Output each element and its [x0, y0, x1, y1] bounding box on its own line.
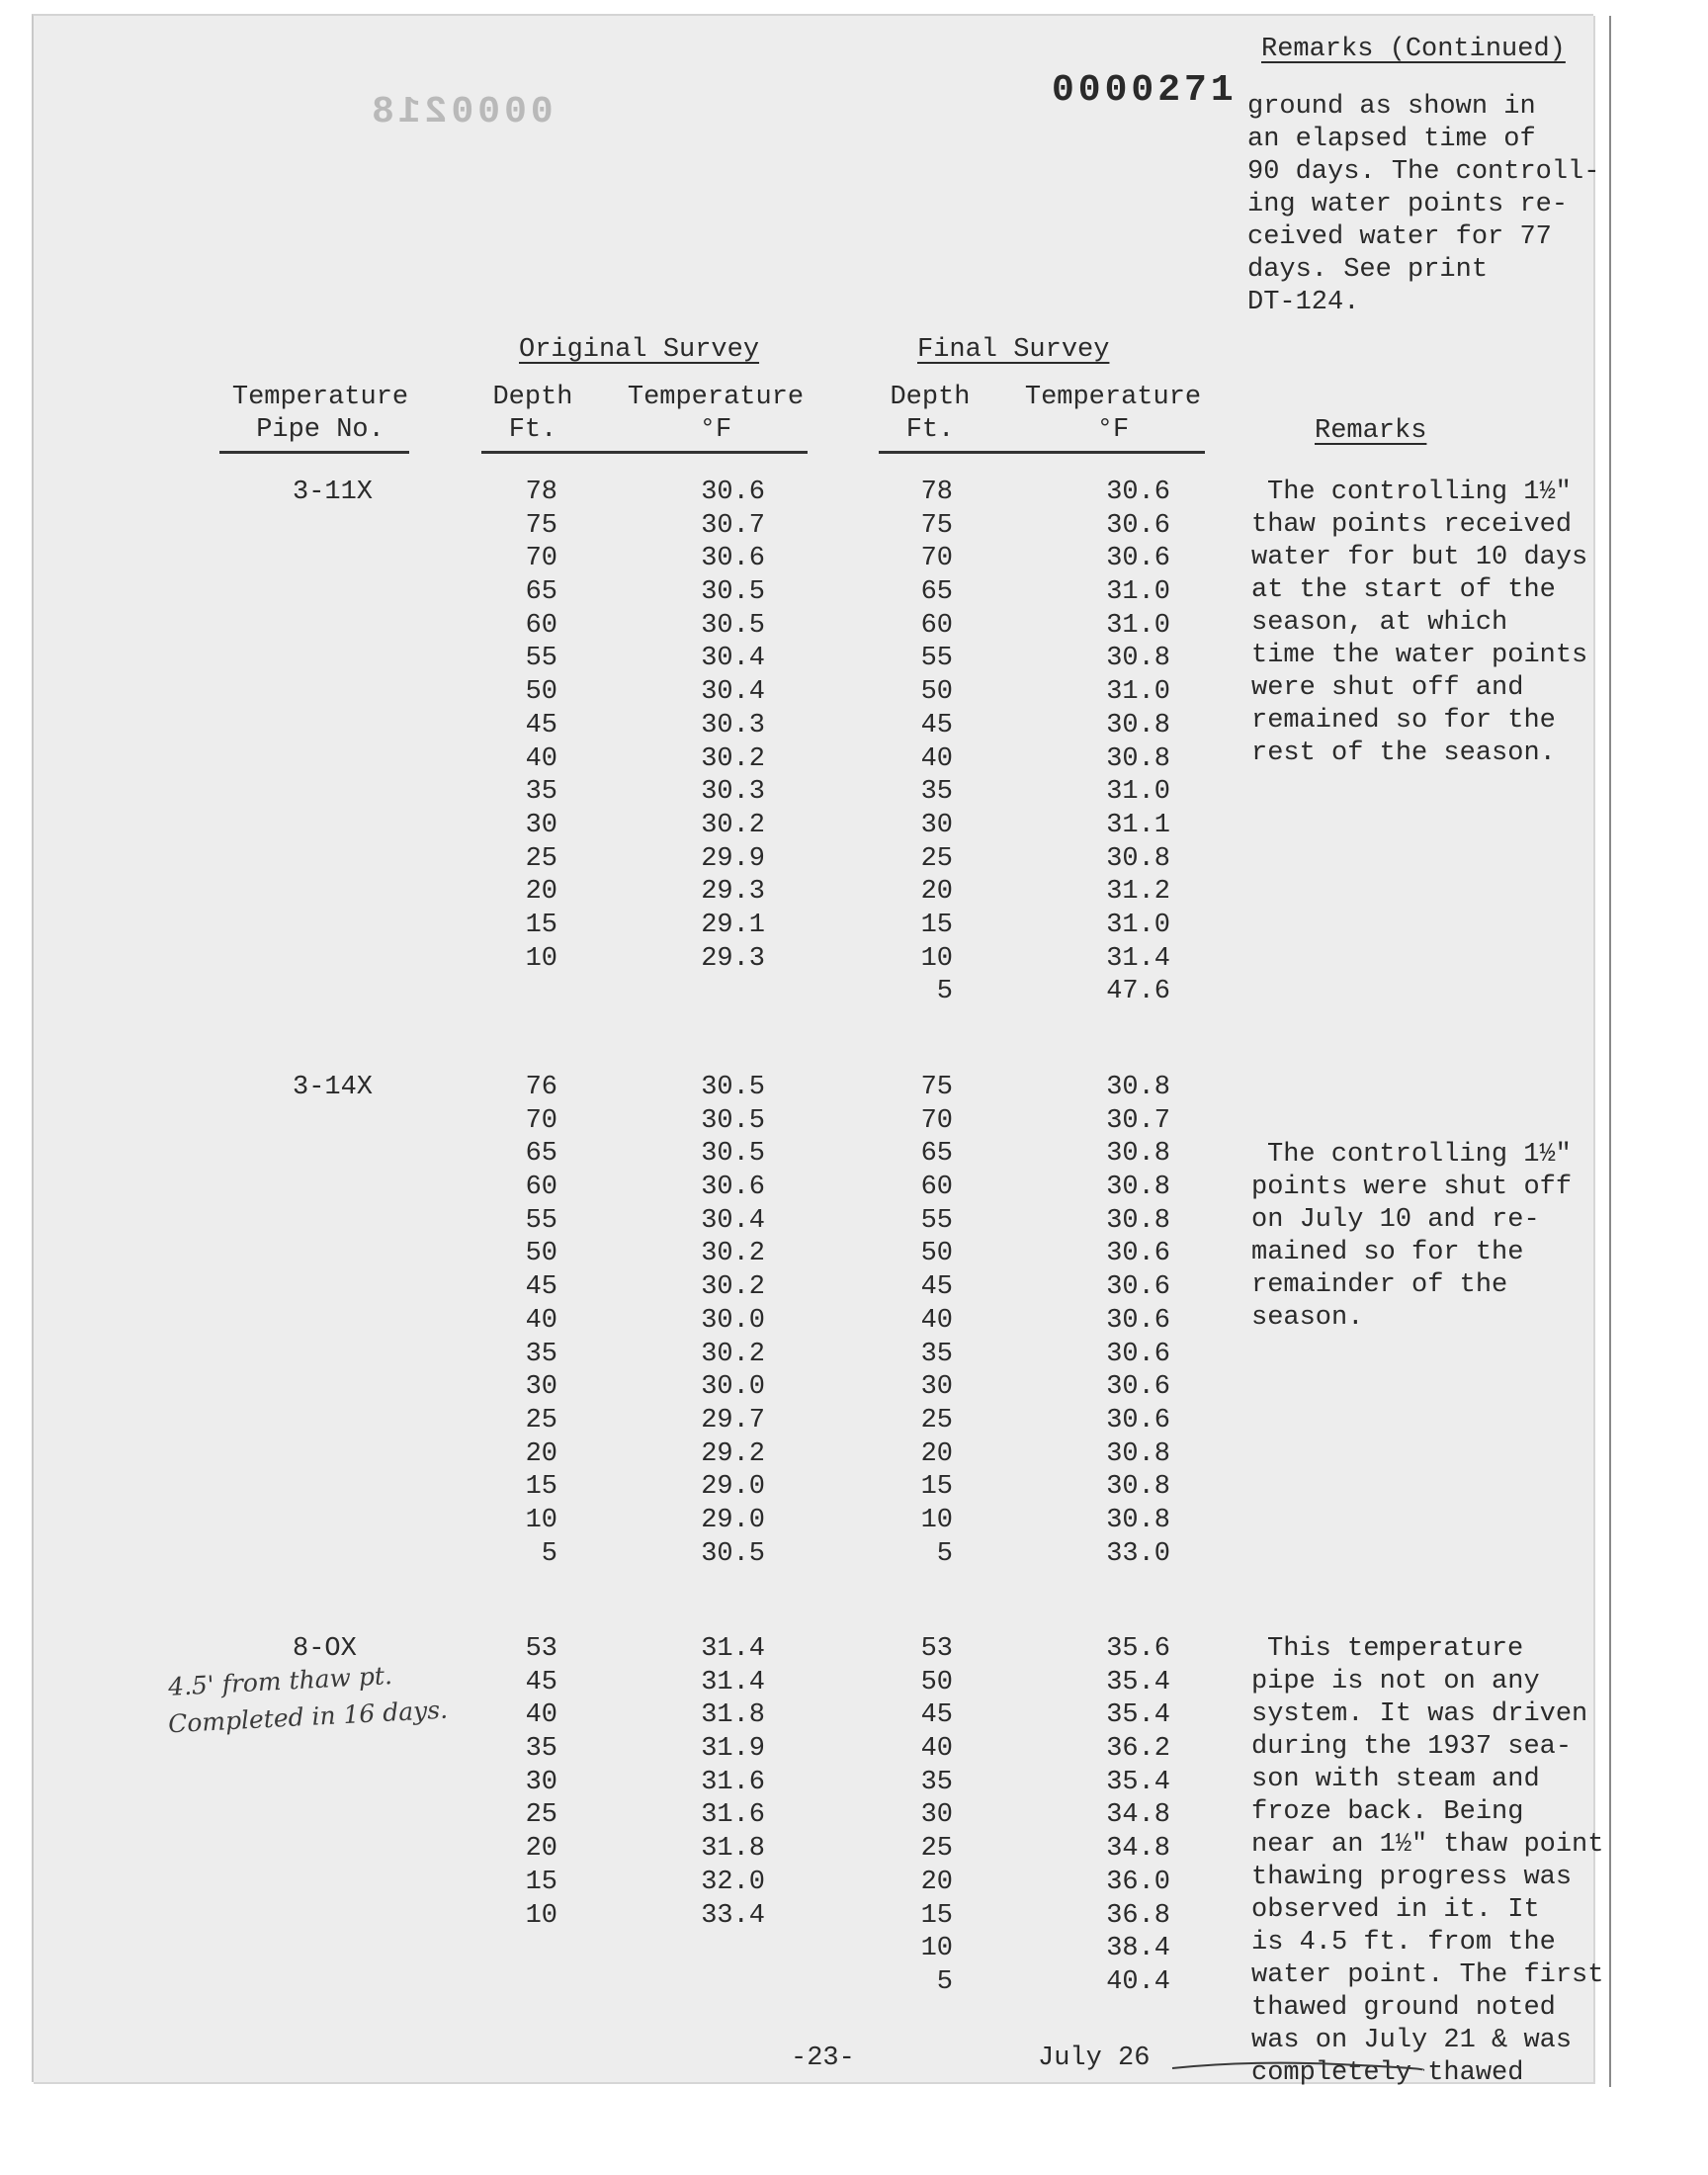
original-depth-column — [498, 477, 557, 976]
temp-cell: 30.5 — [701, 1538, 765, 1569]
temp-cell: 35.6 — [1106, 1634, 1170, 1664]
original-depth-column — [498, 1072, 557, 1571]
remarks-continued-heading: Remarks (Continued) — [1261, 35, 1566, 64]
temp-cell: 30.5 — [701, 1139, 765, 1170]
depth-cell: 75 — [920, 1073, 953, 1102]
temp-cell: 29.3 — [701, 943, 765, 974]
original-depth-header — [478, 382, 587, 447]
footer-date: July 26 — [1038, 2044, 1151, 2073]
temp-cell: 30.8 — [1106, 1173, 1170, 1203]
temp-cell: 31.1 — [1106, 810, 1170, 840]
depth-cell: 53 — [920, 1634, 953, 1664]
original-temp-column — [656, 1072, 765, 1571]
remark-line: The controlling 1½" — [1267, 1140, 1572, 1170]
depth-cell: 65 — [920, 1139, 953, 1170]
depth-cell: 10 — [920, 943, 953, 974]
temp-cell: 30.6 — [1106, 1239, 1170, 1269]
temp-cell: 30.8 — [1106, 1438, 1170, 1469]
temp-cell: 34.8 — [1106, 1800, 1170, 1831]
temp-cell: 31.6 — [701, 1800, 765, 1831]
depth-cell: 50 — [525, 677, 557, 708]
depth-cell: 60 — [525, 1173, 557, 1203]
remark-line: were shut off and — [1251, 673, 1524, 703]
final-depth-column — [894, 1633, 953, 2000]
final-temp-header — [1014, 382, 1212, 447]
temp-cell: 30.6 — [701, 478, 765, 507]
temp-cell: 30.4 — [701, 644, 765, 674]
remark-line: water for but 10 days — [1251, 543, 1588, 572]
depth-cell: 15 — [525, 1472, 557, 1503]
depth-cell: 10 — [920, 1934, 953, 1964]
remark-line: froze back. Being — [1251, 1797, 1524, 1827]
pipe-no-header-line2: Pipe No. — [256, 415, 384, 445]
temp-cell: 36.0 — [1106, 1867, 1170, 1897]
temp-header-line2: °F — [699, 415, 732, 445]
original-temp-column — [656, 1633, 765, 1933]
temp-cell: 31.4 — [701, 1667, 765, 1697]
depth-cell: 15 — [920, 1472, 953, 1503]
depth-cell: 35 — [525, 1734, 557, 1765]
temp-cell: 30.6 — [1106, 1272, 1170, 1303]
temp-cell: 30.5 — [701, 577, 765, 608]
remark-line: The controlling 1½" — [1267, 478, 1572, 507]
depth-cell: 40 — [525, 743, 557, 774]
depth-cell: 5 — [936, 977, 953, 1007]
final-temp-column — [1062, 477, 1170, 1009]
temp-cell: 31.0 — [1106, 677, 1170, 708]
depth-cell: 40 — [920, 1734, 953, 1765]
remark-line: time the water points — [1251, 641, 1588, 670]
temp-cell: 30.6 — [1106, 478, 1170, 507]
temp-cell: 31.0 — [1106, 577, 1170, 608]
remark-line: points were shut off — [1251, 1173, 1573, 1202]
depth-cell: 65 — [920, 577, 953, 608]
remark-line: observed in it. It — [1251, 1895, 1540, 1925]
depth-cell: 55 — [920, 644, 953, 674]
remark-line: near an 1½" thaw point — [1251, 1830, 1604, 1860]
remark-line: rest of the season. — [1251, 739, 1556, 768]
depth-cell: 45 — [525, 1667, 557, 1697]
original-depth-column — [498, 1633, 557, 1933]
temp-cell: 30.6 — [1106, 510, 1170, 541]
temp-cell: 29.0 — [701, 1505, 765, 1535]
remark-line: water point. The first — [1251, 1960, 1604, 1990]
remark-line: thawing progress was — [1251, 1863, 1573, 1892]
depth-header-line2: Ft. — [905, 415, 955, 445]
remark-line: This temperature — [1267, 1634, 1524, 1664]
temp-cell: 29.0 — [701, 1472, 765, 1503]
temp-header-line1: Temperature — [627, 383, 805, 412]
depth-cell: 15 — [525, 1867, 557, 1897]
final-survey-heading: Final Survey — [917, 335, 1110, 365]
temp-cell: 31.4 — [1106, 943, 1170, 974]
temp-cell: 30.8 — [1106, 1205, 1170, 1236]
pipe-number: 8-OX — [293, 1634, 357, 1664]
page-number: -23- — [791, 2044, 855, 2073]
handwritten-note-line1: 4.5' from thaw pt. — [167, 1661, 393, 1701]
temp-cell: 30.8 — [1106, 1472, 1170, 1503]
temp-cell: 30.3 — [701, 777, 765, 808]
depth-cell: 40 — [525, 1305, 557, 1336]
header-rule — [879, 451, 1205, 454]
remark-line: ground as shown in — [1247, 92, 1536, 122]
remark-line: 90 days. The controll- — [1247, 157, 1600, 187]
temp-cell: 36.8 — [1106, 1900, 1170, 1931]
remark-line: is 4.5 ft. from the — [1251, 1928, 1556, 1958]
final-depth-header — [876, 382, 984, 447]
depth-header-line2: Ft. — [508, 415, 557, 445]
temp-cell: 31.4 — [701, 1634, 765, 1664]
temp-cell: 31.6 — [701, 1767, 765, 1797]
depth-cell: 5 — [936, 1966, 953, 1997]
depth-cell: 30 — [525, 1767, 557, 1797]
temp-cell: 30.8 — [1106, 710, 1170, 740]
remark-line: completely thawed — [1251, 2058, 1524, 2088]
temp-cell: 33.4 — [701, 1900, 765, 1931]
remark-line: thaw points received — [1251, 510, 1573, 540]
page-margin-line — [1609, 16, 1611, 2087]
original-temp-header — [617, 382, 814, 447]
temp-cell: 30.6 — [701, 1173, 765, 1203]
depth-cell: 78 — [920, 478, 953, 507]
temp-cell: 34.8 — [1106, 1834, 1170, 1865]
remarks-header: Remarks — [1315, 416, 1427, 446]
depth-cell: 10 — [920, 1505, 953, 1535]
depth-cell: 70 — [920, 1105, 953, 1136]
temp-cell: 30.3 — [701, 710, 765, 740]
remark-line: son with steam and — [1251, 1765, 1540, 1794]
depth-cell: 60 — [525, 610, 557, 641]
depth-header-line1: Depth — [492, 383, 573, 412]
depth-cell: 70 — [525, 1105, 557, 1136]
depth-cell: 35 — [920, 777, 953, 808]
temp-cell: 30.8 — [1106, 1139, 1170, 1170]
depth-cell: 55 — [525, 1205, 557, 1236]
temp-cell: 35.4 — [1106, 1700, 1170, 1731]
depth-cell: 45 — [525, 710, 557, 740]
temp-cell: 32.0 — [701, 1867, 765, 1897]
temp-cell: 29.9 — [701, 843, 765, 874]
depth-cell: 30 — [525, 1372, 557, 1403]
temp-cell: 35.4 — [1106, 1767, 1170, 1797]
depth-cell: 20 — [525, 1438, 557, 1469]
temp-cell: 30.8 — [1106, 843, 1170, 874]
remark-line: an elapsed time of — [1247, 125, 1536, 154]
remark-line: days. See print — [1247, 255, 1489, 285]
depth-cell: 75 — [920, 510, 953, 541]
depth-cell: 25 — [525, 1800, 557, 1831]
pipe-remark — [1251, 1633, 1603, 2090]
depth-cell: 20 — [920, 1438, 953, 1469]
temp-cell: 30.4 — [701, 677, 765, 708]
depth-cell: 25 — [525, 1405, 557, 1436]
pipe-number: 3-11X — [293, 478, 374, 507]
pipe-number: 3-14X — [293, 1073, 374, 1102]
temp-cell: 40.4 — [1106, 1966, 1170, 1997]
depth-cell: 5 — [541, 1538, 557, 1569]
handwritten-underline — [1170, 2056, 1427, 2080]
depth-cell: 25 — [920, 1834, 953, 1865]
depth-cell: 45 — [920, 1272, 953, 1303]
temp-cell: 30.6 — [1106, 1339, 1170, 1369]
depth-cell: 50 — [920, 1239, 953, 1269]
handwritten-note-line2: Completed in 16 days. — [167, 1695, 449, 1739]
depth-cell: 55 — [920, 1205, 953, 1236]
remark-line: during the 1937 sea- — [1251, 1732, 1573, 1762]
depth-cell: 45 — [920, 1700, 953, 1731]
header-rule — [481, 451, 808, 454]
depth-cell: 76 — [525, 1073, 557, 1102]
ghost-stamp: 0000218 — [368, 91, 554, 133]
final-temp-column — [1062, 1633, 1170, 2000]
remark-line: ing water points re- — [1247, 190, 1569, 219]
final-temp-column — [1062, 1072, 1170, 1571]
depth-cell: 35 — [525, 777, 557, 808]
depth-cell: 20 — [525, 877, 557, 908]
depth-cell: 10 — [525, 943, 557, 974]
temp-cell: 31.8 — [701, 1834, 765, 1865]
depth-cell: 70 — [525, 544, 557, 574]
temp-cell: 30.2 — [701, 810, 765, 840]
temp-cell: 30.8 — [1106, 743, 1170, 774]
depth-cell: 78 — [525, 478, 557, 507]
document-page — [32, 14, 1604, 2088]
depth-cell: 75 — [525, 510, 557, 541]
temp-cell: 30.2 — [701, 1272, 765, 1303]
remark-line: season. — [1251, 1303, 1364, 1333]
depth-header-line1: Depth — [890, 383, 971, 412]
temp-cell: 29.2 — [701, 1438, 765, 1469]
final-depth-column — [894, 1072, 953, 1571]
pipe-remark — [1251, 1139, 1572, 1335]
temp-cell: 36.2 — [1106, 1734, 1170, 1765]
temp-header-line1: Temperature — [1024, 383, 1202, 412]
temp-cell: 30.6 — [1106, 1372, 1170, 1403]
depth-cell: 10 — [525, 1900, 557, 1931]
remark-line: remainder of the — [1251, 1270, 1508, 1300]
temp-cell: 30.4 — [701, 1205, 765, 1236]
depth-cell: 20 — [525, 1834, 557, 1865]
pipe-no-header-line1: Temperature — [231, 383, 409, 412]
remark-line: season, at which — [1251, 608, 1508, 638]
continued-remark — [1247, 91, 1599, 319]
remark-line: mained so for the — [1251, 1238, 1524, 1267]
depth-cell: 25 — [920, 843, 953, 874]
depth-cell: 65 — [525, 577, 557, 608]
depth-cell: 20 — [920, 1867, 953, 1897]
temp-cell: 30.2 — [701, 1339, 765, 1369]
depth-cell: 70 — [920, 544, 953, 574]
temp-cell: 30.5 — [701, 1073, 765, 1102]
temp-cell: 30.2 — [701, 743, 765, 774]
depth-cell: 40 — [920, 743, 953, 774]
temp-cell: 31.8 — [701, 1700, 765, 1731]
depth-cell: 50 — [920, 677, 953, 708]
depth-cell: 40 — [525, 1700, 557, 1731]
temp-cell: 30.0 — [701, 1372, 765, 1403]
temp-cell: 30.0 — [701, 1305, 765, 1336]
temp-cell: 30.8 — [1106, 644, 1170, 674]
depth-cell: 60 — [920, 1173, 953, 1203]
remark-line: pipe is not on any — [1251, 1667, 1540, 1696]
temp-cell: 29.3 — [701, 877, 765, 908]
temp-cell: 29.7 — [701, 1405, 765, 1436]
remark-line: DT-124. — [1247, 288, 1360, 317]
depth-cell: 30 — [920, 1372, 953, 1403]
depth-cell: 15 — [525, 910, 557, 940]
depth-cell: 45 — [525, 1272, 557, 1303]
depth-cell: 15 — [920, 910, 953, 940]
temp-cell: 30.8 — [1106, 1073, 1170, 1102]
temp-cell: 30.7 — [701, 510, 765, 541]
depth-cell: 35 — [525, 1339, 557, 1369]
header-rule — [219, 451, 409, 454]
temp-cell: 33.0 — [1106, 1538, 1170, 1569]
remark-line: remained so for the — [1251, 706, 1556, 736]
temp-cell: 29.1 — [701, 910, 765, 940]
pipe-remark — [1251, 477, 1587, 770]
original-survey-heading: Original Survey — [519, 335, 760, 365]
temp-header-line2: °F — [1096, 415, 1130, 445]
final-depth-column — [894, 477, 953, 1009]
temp-cell: 35.4 — [1106, 1667, 1170, 1697]
temp-cell: 47.6 — [1106, 977, 1170, 1007]
temp-cell: 30.5 — [701, 1105, 765, 1136]
depth-cell: 20 — [920, 877, 953, 908]
document-number-stamp: 0000271 — [1052, 69, 1238, 112]
depth-cell: 55 — [525, 644, 557, 674]
depth-cell: 50 — [525, 1239, 557, 1269]
depth-cell: 25 — [920, 1405, 953, 1436]
depth-cell: 50 — [920, 1667, 953, 1697]
remark-line: on July 10 and re- — [1251, 1205, 1540, 1235]
remark-line: system. It was driven — [1251, 1699, 1588, 1729]
depth-cell: 30 — [920, 810, 953, 840]
temp-cell: 30.6 — [1106, 1405, 1170, 1436]
temp-cell: 31.0 — [1106, 910, 1170, 940]
temp-cell: 30.5 — [701, 610, 765, 641]
temp-cell: 31.0 — [1106, 777, 1170, 808]
remark-line: at the start of the — [1251, 575, 1556, 605]
depth-cell: 45 — [920, 710, 953, 740]
temp-cell: 30.6 — [1106, 1305, 1170, 1336]
temp-cell: 30.8 — [1106, 1505, 1170, 1535]
temp-cell: 30.6 — [1106, 544, 1170, 574]
depth-cell: 15 — [920, 1900, 953, 1931]
depth-cell: 10 — [525, 1505, 557, 1535]
pipe-no-header — [221, 382, 419, 447]
temp-cell: 30.6 — [701, 544, 765, 574]
original-temp-column — [656, 477, 765, 976]
temp-cell: 31.9 — [701, 1734, 765, 1765]
depth-cell: 35 — [920, 1767, 953, 1797]
depth-cell: 30 — [920, 1800, 953, 1831]
remark-line: thawed ground noted — [1251, 1993, 1556, 2023]
depth-cell: 5 — [936, 1538, 953, 1569]
depth-cell: 65 — [525, 1139, 557, 1170]
temp-cell: 31.2 — [1106, 877, 1170, 908]
depth-cell: 25 — [525, 843, 557, 874]
depth-cell: 40 — [920, 1305, 953, 1336]
depth-cell: 35 — [920, 1339, 953, 1369]
temp-cell: 30.2 — [701, 1239, 765, 1269]
temp-cell: 30.7 — [1106, 1105, 1170, 1136]
depth-cell: 30 — [525, 810, 557, 840]
depth-cell: 60 — [920, 610, 953, 641]
temp-cell: 31.0 — [1106, 610, 1170, 641]
remark-line: ceived water for 77 — [1247, 222, 1552, 252]
depth-cell: 53 — [525, 1634, 557, 1664]
temp-cell: 38.4 — [1106, 1934, 1170, 1964]
remark-line: was on July 21 & was — [1251, 2026, 1573, 2055]
